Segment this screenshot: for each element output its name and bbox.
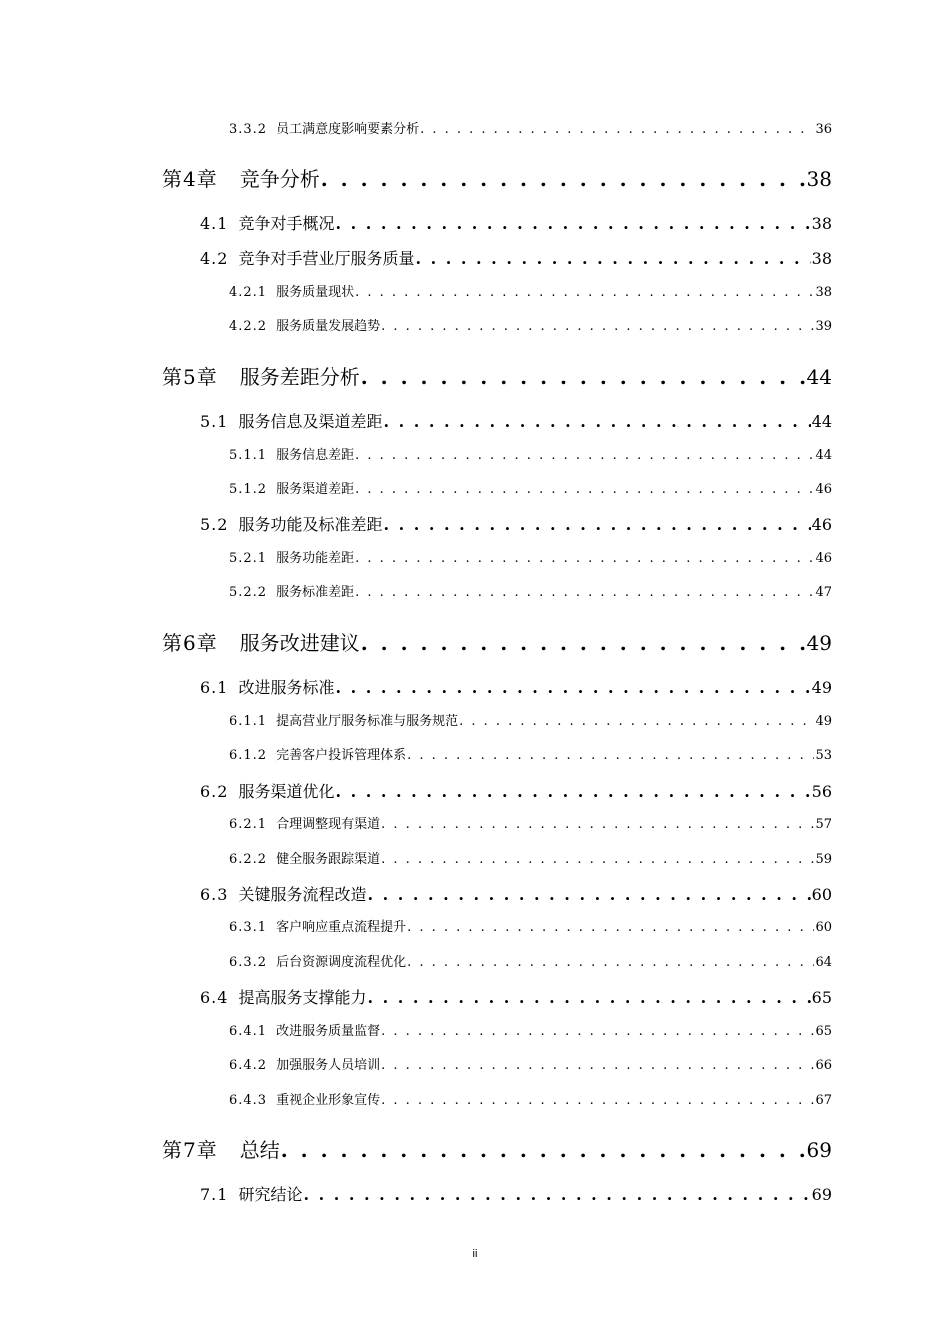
toc-entry[interactable]	[229, 813, 832, 832]
toc-entry-page: 60	[811, 885, 832, 904]
toc-entry-page: 65	[815, 1024, 832, 1039]
toc-entry-page: 49	[815, 714, 832, 729]
toc-entry-number: 6.1.1	[229, 714, 268, 729]
toc-entry[interactable]	[200, 1182, 832, 1205]
toc-entry[interactable]	[229, 951, 832, 970]
toc-entry-title: 完善客户投诉管理体系	[276, 748, 407, 763]
toc-entry-title: 服务标准差距	[276, 585, 355, 600]
toc-entry-number: 3.3.2	[229, 122, 268, 137]
toc-entry-page: 36	[815, 122, 832, 137]
toc-entry-number: 4.2.2	[229, 319, 268, 334]
dot-leader	[381, 852, 814, 867]
toc-entry-page: 64	[815, 955, 832, 970]
toc-entry-title: 服务改进建议	[239, 631, 360, 655]
toc-entry[interactable]	[162, 627, 832, 656]
toc-entry-page: 69	[811, 1185, 832, 1204]
dot-leader	[355, 482, 814, 497]
toc-entry-number: 5.2.2	[229, 585, 268, 600]
toc-entry-page: 44	[815, 448, 832, 463]
dot-leader	[335, 214, 810, 233]
dot-leader	[407, 748, 814, 763]
toc-entry-number: 6.4.2	[229, 1058, 268, 1073]
toc-entry-page: 38	[806, 167, 832, 191]
dot-leader	[381, 1093, 814, 1108]
toc-entry-title: 改进服务质量监督	[276, 1024, 381, 1039]
dot-leader	[335, 782, 810, 801]
toc-entry-number: 5.1.2	[229, 482, 268, 497]
toc-entry-title: 后台资源调度流程优化	[276, 955, 407, 970]
dot-leader	[381, 1024, 814, 1039]
toc-entry-title: 客户响应重点流程提升	[276, 920, 407, 935]
dot-leader	[355, 285, 814, 300]
toc-entry-title: 提高服务支撑能力	[238, 988, 367, 1007]
toc-entry-number: 第6章	[162, 631, 218, 655]
toc-entry-number: 4.2.1	[229, 285, 268, 300]
toc-entry-number: 6.2	[200, 782, 229, 801]
toc-entry-title: 改进服务标准	[238, 678, 335, 697]
toc-entry-title: 服务渠道差距	[276, 482, 355, 497]
toc-entry-title: 服务功能差距	[276, 551, 355, 566]
toc-entry-title: 服务信息差距	[276, 448, 355, 463]
toc-entry-page: 60	[815, 920, 832, 935]
toc-entry-page: 44	[806, 365, 832, 389]
toc-entry-number: 6.1.2	[229, 748, 268, 763]
dot-leader	[281, 1138, 806, 1162]
dot-leader	[303, 1185, 810, 1204]
toc-entry-title: 重视企业形象宣传	[276, 1093, 381, 1108]
toc-entry[interactable]	[200, 512, 832, 535]
dot-leader	[407, 920, 814, 935]
toc-entry-number: 6.4.1	[229, 1024, 268, 1039]
toc-entry-title: 竞争对手概况	[238, 214, 335, 233]
toc-entry[interactable]	[229, 1020, 832, 1039]
dot-leader	[367, 988, 810, 1007]
dot-leader	[355, 448, 814, 463]
dot-leader	[361, 631, 806, 655]
dot-leader	[381, 319, 814, 334]
toc-entry-title: 竞争分析	[239, 167, 320, 191]
toc-entry[interactable]	[229, 444, 832, 463]
dot-leader	[383, 515, 810, 534]
toc-entry-page: 39	[815, 319, 832, 334]
toc-entry-number: 4.1	[200, 214, 229, 233]
toc-entry-page: 67	[815, 1093, 832, 1108]
toc-entry[interactable]	[200, 779, 832, 802]
toc-entry-title: 服务功能及标准差距	[238, 515, 383, 534]
toc-entry-number: 6.4.3	[229, 1093, 268, 1108]
toc-entry-page: 38	[811, 214, 832, 233]
toc-entry[interactable]	[229, 478, 832, 497]
toc-entry-number: 6.1	[200, 678, 229, 697]
toc-entry[interactable]	[162, 163, 832, 192]
dot-leader	[335, 678, 810, 697]
toc-entry-page: 47	[815, 585, 832, 600]
toc-entry-page: 66	[815, 1058, 832, 1073]
toc-entry-number: 5.1	[200, 412, 229, 431]
toc-entry[interactable]	[229, 547, 832, 566]
toc-entry-number: 6.2.2	[229, 852, 268, 867]
toc-entry[interactable]	[200, 246, 832, 269]
toc-entry[interactable]	[229, 710, 832, 729]
toc-entry-page: 59	[815, 852, 832, 867]
toc-entry-number: 5.2	[200, 515, 229, 534]
toc-entry-number: 6.4	[200, 988, 229, 1007]
toc-entry-title: 服务差距分析	[239, 365, 360, 389]
dot-leader	[459, 714, 814, 729]
dot-leader	[383, 412, 810, 431]
dot-leader	[381, 1058, 814, 1073]
toc-entry-page: 53	[815, 748, 832, 763]
dot-leader	[381, 817, 814, 832]
toc-entry-page: 44	[811, 412, 832, 431]
toc-entry-page: 57	[815, 817, 832, 832]
dot-leader	[367, 885, 810, 904]
toc-entry-title: 加强服务人员培训	[276, 1058, 381, 1073]
toc-entry-title: 员工满意度影响要素分析	[276, 122, 420, 137]
toc-entry[interactable]	[162, 1134, 832, 1163]
toc-entry[interactable]	[200, 675, 832, 698]
toc-entry-title: 提高营业厅服务标准与服务规范	[276, 714, 459, 729]
toc-entry-page: 69	[806, 1138, 832, 1162]
toc-entry[interactable]	[229, 1054, 832, 1073]
toc-entry-page: 38	[811, 249, 832, 268]
toc-entry-number: 5.1.1	[229, 448, 268, 463]
toc-entry-page: 65	[811, 988, 832, 1007]
toc-entry[interactable]	[229, 848, 832, 867]
toc-entry-page: 56	[811, 782, 832, 801]
toc-entry[interactable]	[229, 916, 832, 935]
page-number: ii	[472, 1248, 478, 1260]
toc-entry[interactable]	[229, 581, 832, 600]
toc-entry-number: 7.1	[200, 1185, 229, 1204]
toc-entry-page: 49	[811, 678, 832, 697]
toc-entry[interactable]	[162, 361, 832, 390]
toc-entry-number: 6.3.1	[229, 920, 268, 935]
toc-entry-title: 总结	[239, 1138, 280, 1162]
toc-entry-number: 6.3.2	[229, 955, 268, 970]
toc-entry-page: 46	[815, 551, 832, 566]
toc-entry-number: 6.2.1	[229, 817, 268, 832]
toc-entry-title: 合理调整现有渠道	[276, 817, 381, 832]
toc-entry-number: 第4章	[162, 167, 218, 191]
toc-entry[interactable]	[229, 118, 832, 137]
toc-entry-number: 第7章	[162, 1138, 218, 1162]
toc-entry-title: 健全服务跟踪渠道	[276, 852, 381, 867]
dot-leader	[355, 551, 814, 566]
toc-entry[interactable]	[200, 882, 832, 905]
toc-entry-title: 服务信息及渠道差距	[238, 412, 383, 431]
toc-entry-page: 38	[815, 285, 832, 300]
dot-leader	[420, 122, 814, 137]
toc-entry-page: 49	[806, 631, 832, 655]
toc-entry-number: 4.2	[200, 249, 229, 268]
toc-entry[interactable]	[229, 315, 832, 334]
toc-entry-number: 6.3	[200, 885, 229, 904]
toc-entry-title: 服务质量发展趋势	[276, 319, 381, 334]
toc-entry[interactable]	[200, 409, 832, 432]
dot-leader	[407, 955, 814, 970]
toc-entry-title: 服务质量现状	[276, 285, 355, 300]
toc-entry-number: 5.2.1	[229, 551, 268, 566]
toc-entry[interactable]	[229, 1089, 832, 1108]
dot-leader	[321, 167, 806, 191]
dot-leader	[415, 249, 810, 268]
toc-entry-title: 关键服务流程改造	[238, 885, 367, 904]
dot-leader	[361, 365, 806, 389]
toc-entry[interactable]	[229, 281, 832, 300]
toc-entry-title: 竞争对手营业厅服务质量	[238, 249, 415, 268]
toc-entry-number: 第5章	[162, 365, 218, 389]
toc-entry-title: 研究结论	[238, 1185, 303, 1204]
toc-entry[interactable]	[200, 211, 832, 234]
toc-entry[interactable]	[229, 744, 832, 763]
toc-entry-page: 46	[811, 515, 832, 534]
dot-leader	[355, 585, 814, 600]
toc-entry[interactable]	[200, 985, 832, 1008]
toc-entry-title: 服务渠道优化	[238, 782, 335, 801]
toc-entry-page: 46	[815, 482, 832, 497]
